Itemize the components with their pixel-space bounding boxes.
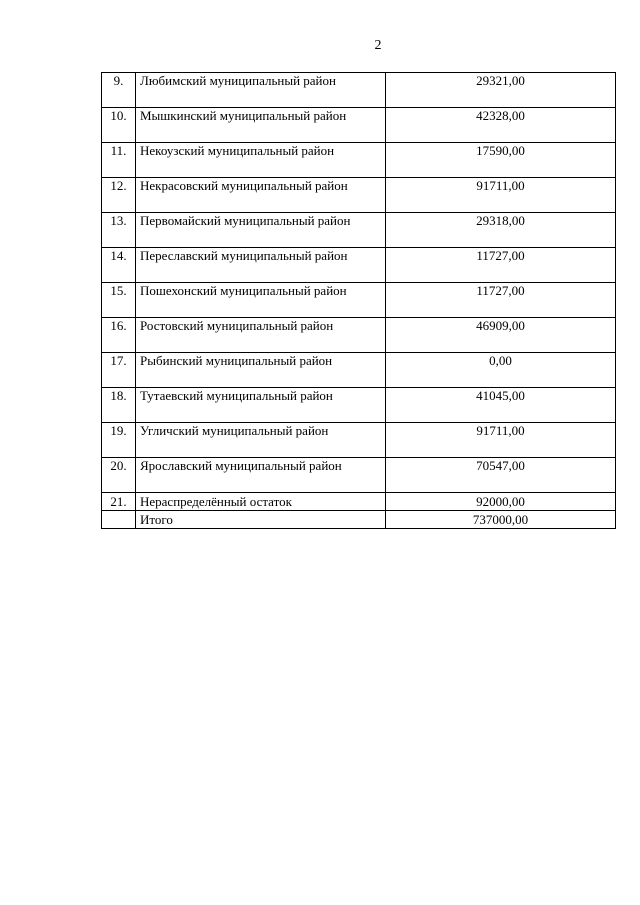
district-name: Любимский муниципальный район (136, 73, 386, 108)
district-name: Некрасовский муниципальный район (136, 178, 386, 213)
table-row (102, 423, 616, 458)
amount-value: 91711,00 (386, 178, 616, 213)
table-row (102, 108, 616, 143)
row-number: 9. (102, 73, 136, 108)
table-row (102, 213, 616, 248)
page-number: 2 (374, 38, 382, 53)
amount-value: 91711,00 (386, 423, 616, 458)
table-row (102, 248, 616, 283)
district-name: Ростовский муниципальный район (136, 318, 386, 353)
table-row (102, 283, 616, 318)
table-row (102, 458, 616, 493)
amount-value: 17590,00 (386, 143, 616, 178)
total-amount: 737000,00 (386, 511, 616, 529)
amount-value: 70547,00 (386, 458, 616, 493)
row-number: 14. (102, 248, 136, 283)
amount-value: 46909,00 (386, 318, 616, 353)
distribution-table-body (102, 73, 616, 529)
table-row (102, 143, 616, 178)
row-number: 20. (102, 458, 136, 493)
total-label: Итого (136, 511, 386, 529)
district-name: Переславский муниципальный район (136, 248, 386, 283)
row-number: 12. (102, 178, 136, 213)
amount-value: 29321,00 (386, 73, 616, 108)
amount-value: 11727,00 (386, 248, 616, 283)
district-name: Первомайский муниципальный район (136, 213, 386, 248)
total-row-number (102, 511, 136, 529)
district-name: Ярославский муниципальный район (136, 458, 386, 493)
table-row (102, 73, 616, 108)
district-name: Нераспределённый остаток (136, 493, 386, 511)
row-number: 17. (102, 353, 136, 388)
row-number: 21. (102, 493, 136, 511)
amount-value: 92000,00 (386, 493, 616, 511)
row-number: 19. (102, 423, 136, 458)
row-number: 16. (102, 318, 136, 353)
district-name: Рыбинский муниципальный район (136, 353, 386, 388)
amount-value: 0,00 (386, 353, 616, 388)
amount-value: 11727,00 (386, 283, 616, 318)
amount-value: 29318,00 (386, 213, 616, 248)
district-name: Угличский муниципальный район (136, 423, 386, 458)
row-number: 10. (102, 108, 136, 143)
district-name: Некоузский муниципальный район (136, 143, 386, 178)
row-number: 18. (102, 388, 136, 423)
amount-value: 42328,00 (386, 108, 616, 143)
table-row (102, 493, 616, 511)
table-row (102, 178, 616, 213)
distribution-table (101, 72, 616, 529)
district-name: Тутаевский муниципальный район (136, 388, 386, 423)
row-number: 15. (102, 283, 136, 318)
district-name: Пошехонский муниципальный район (136, 283, 386, 318)
row-number: 13. (102, 213, 136, 248)
amount-value: 41045,00 (386, 388, 616, 423)
table-row (102, 388, 616, 423)
table-row (102, 318, 616, 353)
total-row (102, 511, 616, 529)
row-number: 11. (102, 143, 136, 178)
district-name: Мышкинский муниципальный район (136, 108, 386, 143)
table-row (102, 353, 616, 388)
